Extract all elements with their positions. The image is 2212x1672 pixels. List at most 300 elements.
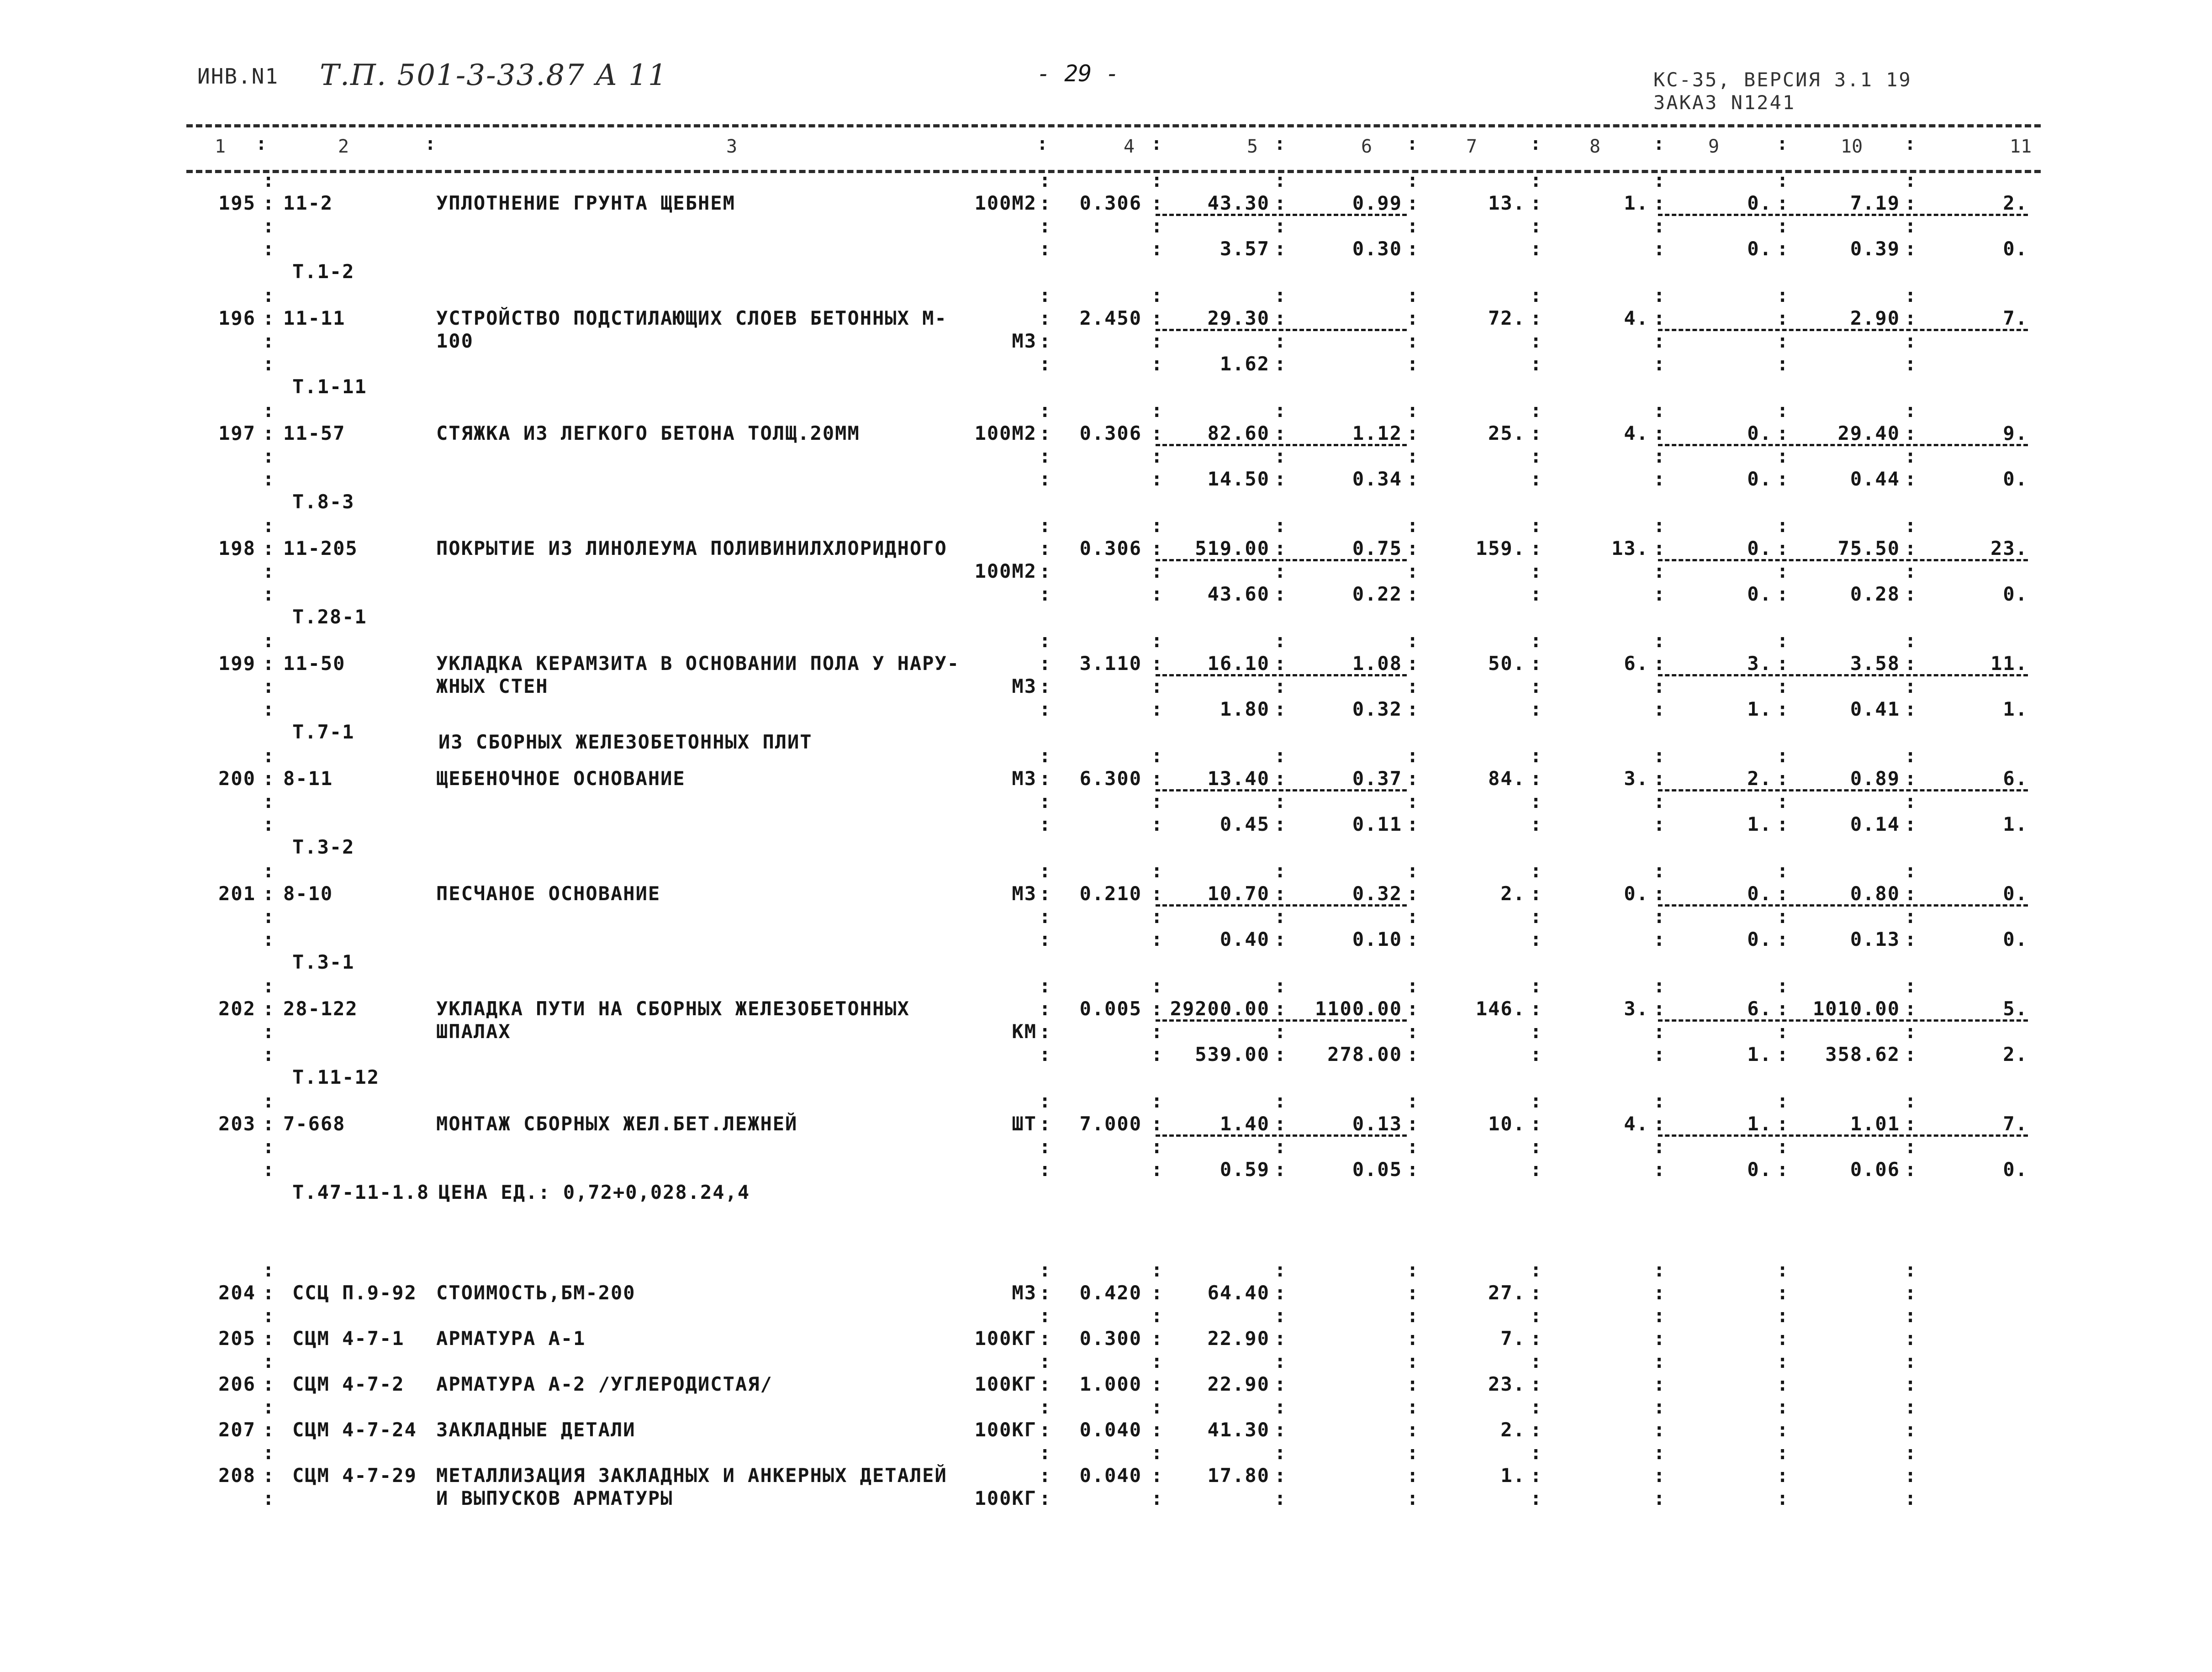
machine-labour: 0.28 <box>1850 583 1900 605</box>
column-separator: : <box>1274 1113 1287 1135</box>
column-separator: : <box>1777 1158 1790 1181</box>
price-code: 28-122 <box>283 997 358 1020</box>
column-separator: : <box>1039 1135 1052 1158</box>
column-separator: : <box>1530 1350 1543 1372</box>
unit-cost-wages: 0.99 <box>1352 192 1402 214</box>
unit-cost-wages: 1.08 <box>1352 652 1402 675</box>
column-separator: : <box>1653 307 1666 329</box>
column-separator: : <box>263 353 275 375</box>
column-separator: : <box>263 445 275 467</box>
column-separator: : <box>1039 1113 1052 1135</box>
column-separator: : <box>263 1441 275 1464</box>
quantity: 0.210 <box>1079 882 1142 905</box>
unit-of-measure: М3 <box>1012 767 1037 790</box>
unit-of-measure: М3 <box>1012 1282 1037 1304</box>
unit-cost: 17.80 <box>1207 1464 1270 1487</box>
column-separator: : <box>1530 1396 1543 1418</box>
column-separator: : <box>263 237 275 260</box>
column-separator: : <box>263 537 275 559</box>
column-separator: : <box>1039 583 1052 605</box>
column-separator: : <box>1407 652 1420 675</box>
unit-cost: 64.40 <box>1207 1282 1270 1304</box>
column-separator: : <box>1274 1020 1287 1043</box>
machine-labour: 0.44 <box>1850 468 1900 490</box>
column-separator: : <box>1407 1282 1420 1304</box>
subtotal-divider <box>1658 1019 2028 1022</box>
total-wages: 4. <box>1624 1113 1649 1135</box>
column-separator: : <box>1530 1419 1543 1441</box>
column-separator: : <box>1151 675 1164 697</box>
work-description: МОНТАЖ СБОРНЫХ ЖЕЛ.БЕТ.ЛЕЖНЕЙ <box>436 1113 798 1135</box>
column-separator: : <box>1151 652 1164 675</box>
column-header-separator: : <box>1530 133 1542 154</box>
column-separator: : <box>1407 1043 1420 1065</box>
machine-wages-total: 0. <box>1747 928 1772 950</box>
column-separator: : <box>1407 744 1420 767</box>
column-separator: : <box>1530 813 1543 835</box>
machine-wages-total: 0. <box>1747 1158 1772 1181</box>
unit-cost: 16.10 <box>1207 652 1270 675</box>
quantity: 0.040 <box>1079 1419 1142 1441</box>
column-separator: : <box>1407 1350 1420 1372</box>
unit-cost-wages: 0.32 <box>1352 882 1402 905</box>
subtotal-divider <box>1658 1134 2028 1137</box>
column-separator: : <box>1653 675 1666 697</box>
column-separator: : <box>1530 1090 1543 1112</box>
column-separator: : <box>1407 1259 1420 1281</box>
column-separator: : <box>1777 1487 1790 1509</box>
column-separator: : <box>1653 1282 1666 1304</box>
column-separator: : <box>1653 1135 1666 1158</box>
column-separator: : <box>1777 307 1790 329</box>
column-separator: : <box>1039 399 1052 422</box>
column-separator: : <box>1274 1350 1287 1372</box>
column-separator: : <box>1777 860 1790 882</box>
column-separator: : <box>263 790 275 812</box>
total-labour: 11. <box>1990 652 2028 675</box>
total-wages: 4. <box>1624 307 1649 329</box>
unit-cost: 10.70 <box>1207 882 1270 905</box>
column-separator: : <box>1905 1158 1917 1181</box>
column-separator: : <box>1274 1327 1287 1350</box>
column-separator: : <box>1777 905 1790 928</box>
total-wages: 0. <box>1624 882 1649 905</box>
column-separator: : <box>1039 1304 1052 1327</box>
column-separator: : <box>1777 767 1790 790</box>
column-separator: : <box>1905 330 1917 352</box>
column-separator: : <box>1530 997 1543 1020</box>
total-wages: 13. <box>1611 537 1649 559</box>
total-cost: 146. <box>1475 997 1526 1020</box>
column-separator: : <box>1274 560 1287 582</box>
quantity: 7.000 <box>1079 1113 1142 1135</box>
work-description: ЩЕБЕНОЧНОЕ ОСНОВАНИЕ <box>436 767 686 790</box>
column-separator: : <box>1653 1259 1666 1281</box>
total-wages: 6. <box>1624 652 1649 675</box>
labour-hours: 2.90 <box>1850 307 1900 329</box>
unit-cost: 519.00 <box>1195 537 1270 559</box>
material-description: АРМАТУРА А-1 <box>436 1327 586 1350</box>
unit-of-measure: М3 <box>1012 330 1037 352</box>
machine-wages: 0.22 <box>1352 583 1402 605</box>
work-description: ЖНЫХ СТЕН <box>436 675 549 697</box>
total-cost: 2. <box>1500 1419 1526 1441</box>
column-separator: : <box>1151 537 1164 559</box>
column-separator: : <box>263 284 275 306</box>
subtotal-divider <box>1658 329 2028 331</box>
column-separator: : <box>1274 192 1287 214</box>
column-separator: : <box>1039 629 1052 652</box>
column-separator: : <box>1407 905 1420 928</box>
column-separator: : <box>1274 1259 1287 1281</box>
column-separator: : <box>1407 1464 1420 1487</box>
column-separator: : <box>1039 652 1052 675</box>
column-header-8: 8 <box>1589 136 1601 157</box>
column-separator: : <box>1530 237 1543 260</box>
row-number: 195 <box>218 192 256 214</box>
column-separator: : <box>1653 1396 1666 1418</box>
unit-cost-machines: 0.45 <box>1220 813 1270 835</box>
total-cost: 50. <box>1488 652 1526 675</box>
column-separator: : <box>1653 790 1666 812</box>
column-separator: : <box>263 1396 275 1418</box>
column-separator: : <box>1777 1396 1790 1418</box>
column-separator: : <box>1777 1090 1790 1112</box>
unit-cost-wages: 0.37 <box>1352 767 1402 790</box>
subtotal-divider <box>1156 904 1407 907</box>
row-number: 201 <box>218 882 256 905</box>
column-separator: : <box>1151 1350 1164 1372</box>
subtotal-divider <box>1658 559 2028 561</box>
labour-hours: 0.89 <box>1850 767 1900 790</box>
total-cost: 72. <box>1488 307 1526 329</box>
column-separator: : <box>263 629 275 652</box>
norm-reference: Т.47-11-1.8 <box>292 1181 430 1203</box>
column-separator: : <box>1407 399 1420 422</box>
column-separator: : <box>1653 1304 1666 1327</box>
column-separator: : <box>263 652 275 675</box>
column-separator: : <box>1407 698 1420 720</box>
column-separator: : <box>1905 468 1917 490</box>
column-separator: : <box>1407 790 1420 812</box>
column-header-separator: : <box>1653 133 1665 154</box>
row-number: 204 <box>218 1282 256 1304</box>
column-separator: : <box>1653 284 1666 306</box>
unit-of-measure: 100М2 <box>974 422 1037 444</box>
machine-labour-total: 2. <box>2003 1043 2028 1065</box>
column-separator: : <box>1530 928 1543 950</box>
column-separator: : <box>263 169 275 191</box>
column-separator: : <box>1777 1327 1790 1350</box>
column-separator: : <box>1151 1464 1164 1487</box>
column-separator: : <box>1274 1282 1287 1304</box>
column-separator: : <box>1407 307 1420 329</box>
column-separator: : <box>1653 1441 1666 1464</box>
column-separator: : <box>263 514 275 537</box>
column-separator: : <box>1151 813 1164 835</box>
column-separator: : <box>263 744 275 767</box>
column-separator: : <box>1407 468 1420 490</box>
column-separator: : <box>1530 1441 1543 1464</box>
column-separator: : <box>263 1327 275 1350</box>
column-separator: : <box>1274 237 1287 260</box>
column-separator: : <box>1777 629 1790 652</box>
column-separator: : <box>1039 790 1052 812</box>
machine-labour: 0.14 <box>1850 813 1900 835</box>
total-cost: 159. <box>1475 537 1526 559</box>
column-separator: : <box>1777 1304 1790 1327</box>
price-code: СЦМ 4-7-2 <box>292 1373 405 1395</box>
machine-cost: 0. <box>1747 537 1772 559</box>
column-separator: : <box>263 192 275 214</box>
price-code: СЦМ 4-7-24 <box>292 1419 417 1441</box>
price-code: 11-11 <box>283 307 346 329</box>
column-separator: : <box>1151 1304 1164 1327</box>
column-separator: : <box>1274 399 1287 422</box>
machine-labour: 358.62 <box>1825 1043 1900 1065</box>
unit-cost-machines: 539.00 <box>1195 1043 1270 1065</box>
column-separator: : <box>1905 1090 1917 1112</box>
column-separator: : <box>1905 1373 1917 1395</box>
machine-labour-total: 0. <box>2003 1158 2028 1181</box>
column-separator: : <box>1905 1113 1917 1135</box>
column-separator: : <box>1151 975 1164 997</box>
price-code: 8-11 <box>283 767 333 790</box>
total-wages: 3. <box>1624 767 1649 790</box>
column-separator: : <box>1777 1350 1790 1372</box>
column-separator: : <box>263 468 275 490</box>
row-number: 202 <box>218 997 256 1020</box>
column-separator: : <box>1151 1259 1164 1281</box>
machine-wages-total: 0. <box>1747 468 1772 490</box>
column-separator: : <box>1905 975 1917 997</box>
column-separator: : <box>1151 1043 1164 1065</box>
column-separator: : <box>1407 330 1420 352</box>
column-separator: : <box>1151 790 1164 812</box>
quantity: 0.040 <box>1079 1464 1142 1487</box>
column-separator: : <box>1407 1135 1420 1158</box>
column-separator: : <box>1039 330 1052 352</box>
column-separator: : <box>1151 1487 1164 1509</box>
column-header-2: 2 <box>338 136 349 157</box>
unit-of-measure: 100КГ <box>974 1327 1037 1350</box>
column-separator: : <box>1905 767 1917 790</box>
column-separator: : <box>1653 1113 1666 1135</box>
column-separator: : <box>1905 1282 1917 1304</box>
column-header-6: 6 <box>1361 136 1373 157</box>
column-separator: : <box>1151 353 1164 375</box>
price-code: 11-50 <box>283 652 346 675</box>
column-separator: : <box>1407 445 1420 467</box>
column-separator: : <box>1777 353 1790 375</box>
column-separator: : <box>263 399 275 422</box>
column-separator: : <box>1039 1419 1052 1441</box>
column-separator: : <box>1653 353 1666 375</box>
machine-cost: 0. <box>1747 882 1772 905</box>
column-separator: : <box>263 1282 275 1304</box>
quantity: 0.300 <box>1079 1327 1142 1350</box>
machine-labour-total: 0. <box>2003 583 2028 605</box>
column-separator: : <box>1777 560 1790 582</box>
row-number: 199 <box>218 652 256 675</box>
quantity: 0.306 <box>1079 192 1142 214</box>
unit-cost-machines: 1.62 <box>1220 353 1270 375</box>
column-separator: : <box>1777 698 1790 720</box>
quantity: 3.110 <box>1079 652 1142 675</box>
document-code: Т.П. 501-3-33.87 А 11 <box>320 58 668 92</box>
column-separator: : <box>1905 652 1917 675</box>
column-separator: : <box>1777 882 1790 905</box>
column-separator: : <box>1274 353 1287 375</box>
column-separator: : <box>1151 860 1164 882</box>
column-separator: : <box>1274 169 1287 191</box>
column-separator: : <box>1039 422 1052 444</box>
unit-of-measure: М3 <box>1012 675 1037 697</box>
column-separator: : <box>1407 629 1420 652</box>
price-code: СЦМ 4-7-1 <box>292 1327 405 1350</box>
price-code: СЦМ 4-7-29 <box>292 1464 417 1487</box>
column-separator: : <box>1653 882 1666 905</box>
unit-of-measure: 100М2 <box>974 192 1037 214</box>
column-separator: : <box>1407 1373 1420 1395</box>
column-separator: : <box>1039 1158 1052 1181</box>
column-separator: : <box>263 698 275 720</box>
column-separator: : <box>1653 860 1666 882</box>
column-separator: : <box>1530 284 1543 306</box>
column-separator: : <box>1407 422 1420 444</box>
column-separator: : <box>263 1487 275 1509</box>
column-separator: : <box>1274 215 1287 237</box>
column-separator: : <box>1905 790 1917 812</box>
column-header-separator: : <box>1407 133 1418 154</box>
column-separator: : <box>1151 1282 1164 1304</box>
column-separator: : <box>1653 237 1666 260</box>
column-separator: : <box>1530 1327 1543 1350</box>
column-separator: : <box>1274 1090 1287 1112</box>
column-header-separator: : <box>1905 133 1916 154</box>
column-separator: : <box>1905 1487 1917 1509</box>
column-separator: : <box>1274 744 1287 767</box>
column-separator: : <box>1274 997 1287 1020</box>
column-separator: : <box>1274 514 1287 537</box>
column-separator: : <box>1905 307 1917 329</box>
column-separator: : <box>1777 192 1790 214</box>
unit-of-measure: 100КГ <box>974 1419 1037 1441</box>
quantity: 2.450 <box>1079 307 1142 329</box>
column-separator: : <box>1777 284 1790 306</box>
column-separator: : <box>1151 560 1164 582</box>
subtotal-divider <box>1658 674 2028 676</box>
price-code: 11-205 <box>283 537 358 559</box>
column-separator: : <box>1407 192 1420 214</box>
column-separator: : <box>263 767 275 790</box>
quantity: 1.000 <box>1079 1373 1142 1395</box>
column-separator: : <box>1905 1396 1917 1418</box>
column-separator: : <box>1530 399 1543 422</box>
unit-cost-machines: 0.40 <box>1220 928 1270 950</box>
column-separator: : <box>1530 560 1543 582</box>
column-separator: : <box>1151 1396 1164 1418</box>
unit-cost: 22.90 <box>1207 1373 1270 1395</box>
machine-wages: 0.05 <box>1352 1158 1402 1181</box>
unit-cost-wages: 0.13 <box>1352 1113 1402 1135</box>
quantity: 0.005 <box>1079 997 1142 1020</box>
column-separator: : <box>1653 1158 1666 1181</box>
column-separator: : <box>1274 882 1287 905</box>
column-separator: : <box>1653 514 1666 537</box>
column-separator: : <box>1151 997 1164 1020</box>
column-separator: : <box>1777 1259 1790 1281</box>
column-separator: : <box>1653 1043 1666 1065</box>
column-separator: : <box>1039 1373 1052 1395</box>
column-separator: : <box>1039 905 1052 928</box>
column-separator: : <box>1653 1419 1666 1441</box>
column-separator: : <box>1777 652 1790 675</box>
column-separator: : <box>1039 1282 1052 1304</box>
machine-cost: 0. <box>1747 422 1772 444</box>
column-separator: : <box>1407 353 1420 375</box>
column-separator: : <box>1151 1090 1164 1112</box>
column-separator: : <box>1777 422 1790 444</box>
column-separator: : <box>1530 1373 1543 1395</box>
unit-cost-machines: 1.80 <box>1220 698 1270 720</box>
machine-wages: 0.32 <box>1352 698 1402 720</box>
column-separator: : <box>1653 1327 1666 1350</box>
column-separator: : <box>1653 1350 1666 1372</box>
column-separator: : <box>263 330 275 352</box>
column-separator: : <box>1039 445 1052 467</box>
column-separator: : <box>1777 237 1790 260</box>
column-separator: : <box>1530 468 1543 490</box>
column-separator: : <box>1653 1090 1666 1112</box>
unit-cost: 41.30 <box>1207 1419 1270 1441</box>
column-header-separator: : <box>256 133 267 154</box>
row-number: 203 <box>218 1113 256 1135</box>
labour-hours: 0.80 <box>1850 882 1900 905</box>
unit-cost: 13.40 <box>1207 767 1270 790</box>
column-separator: : <box>1777 790 1790 812</box>
column-separator: : <box>1039 192 1052 214</box>
row-number: 205 <box>218 1327 256 1350</box>
column-separator: : <box>1274 813 1287 835</box>
column-separator: : <box>263 1043 275 1065</box>
column-separator: : <box>263 905 275 928</box>
column-separator: : <box>1274 422 1287 444</box>
column-separator: : <box>1530 1113 1543 1135</box>
column-separator: : <box>263 1304 275 1327</box>
machine-labour: 0.41 <box>1850 698 1900 720</box>
total-labour: 9. <box>2003 422 2028 444</box>
unit-cost: 43.30 <box>1207 192 1270 214</box>
column-separator: : <box>1039 997 1052 1020</box>
column-separator: : <box>1905 698 1917 720</box>
total-cost: 2. <box>1500 882 1526 905</box>
column-separator: : <box>1039 353 1052 375</box>
column-separator: : <box>1151 629 1164 652</box>
column-separator: : <box>1407 1327 1420 1350</box>
column-separator: : <box>1039 928 1052 950</box>
material-description: СТОИМОСТЬ,БМ-200 <box>436 1282 636 1304</box>
price-code: 7-668 <box>283 1113 346 1135</box>
quantity: 6.300 <box>1079 767 1142 790</box>
column-separator: : <box>1653 583 1666 605</box>
column-separator: : <box>1653 468 1666 490</box>
total-cost: 1. <box>1500 1464 1526 1487</box>
column-separator: : <box>1777 1135 1790 1158</box>
column-separator: : <box>1530 882 1543 905</box>
column-separator: : <box>1905 169 1917 191</box>
labour-hours: 1010.00 <box>1812 997 1900 1020</box>
